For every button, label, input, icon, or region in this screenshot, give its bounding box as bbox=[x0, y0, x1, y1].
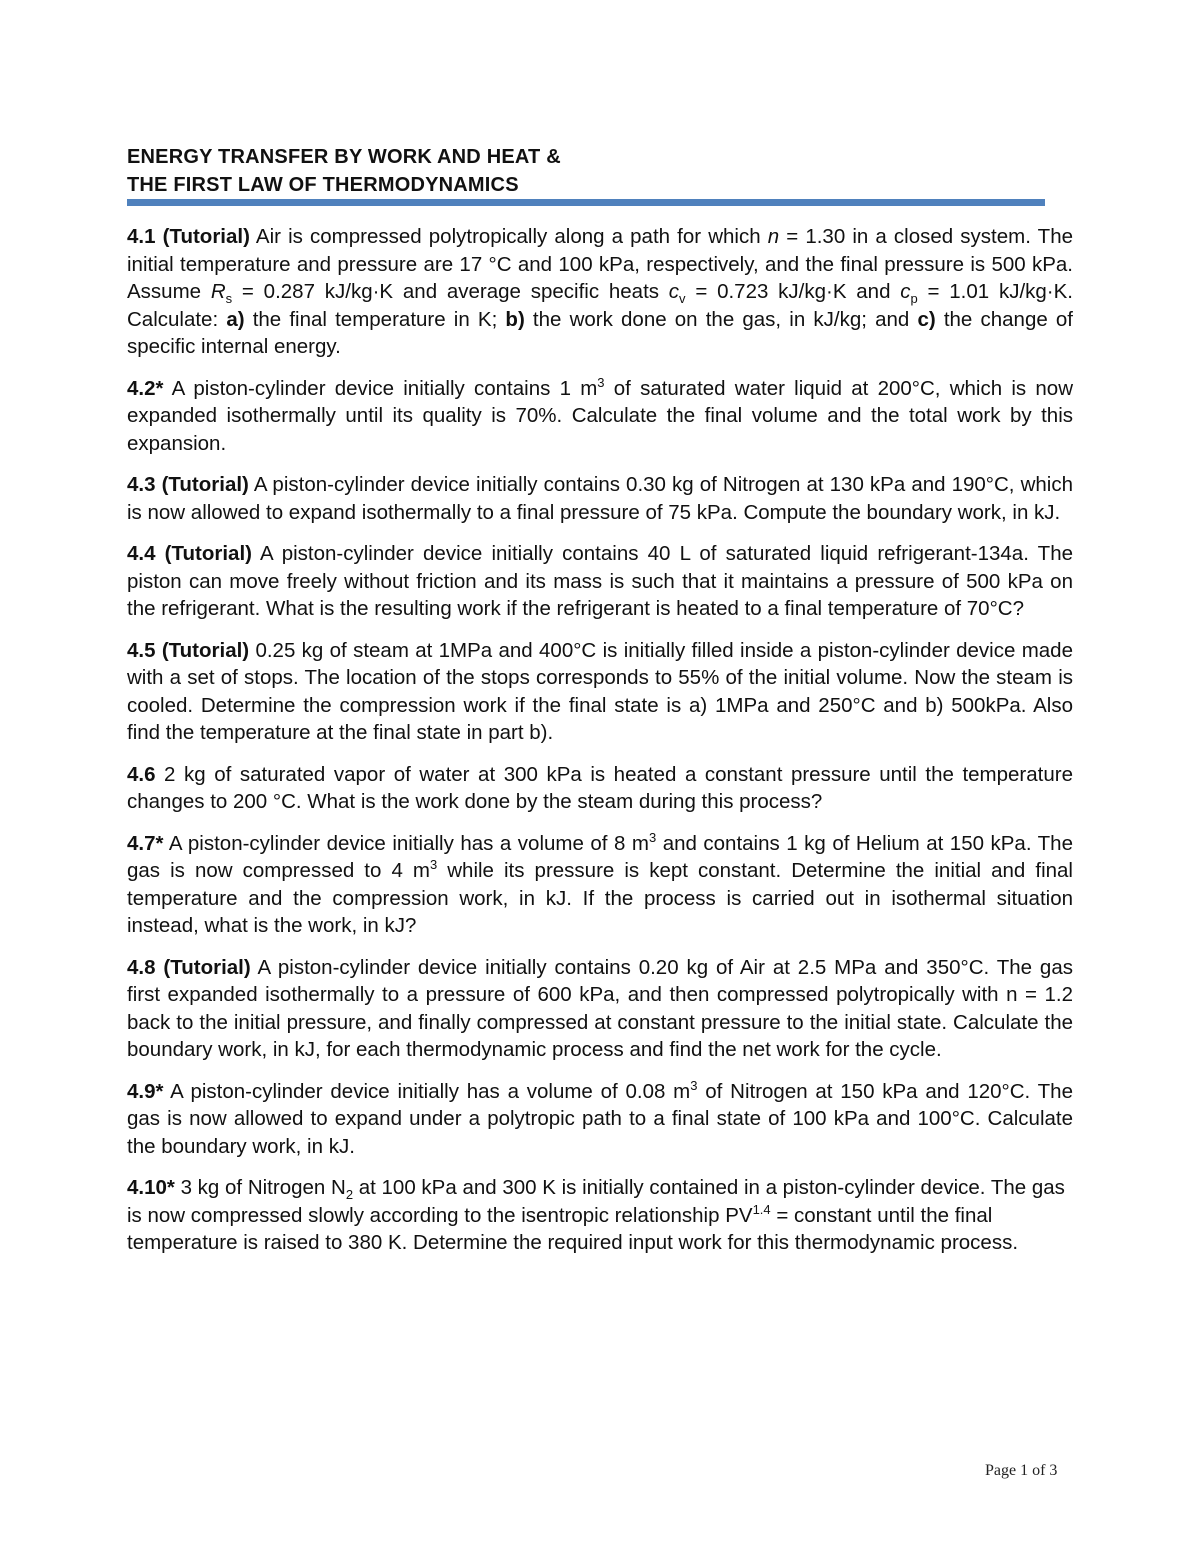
document-title bbox=[127, 143, 1073, 199]
problem-text: = 1.30 in a closed system. The initial temperature and pressure are 17 °C and 100 kPa, respectively, and the final pressure is 500 kPa. Assume bbox=[127, 225, 1073, 303]
problem-text: 2 kg of saturated vapor of water at 300 kPa is heated a constant pressure until the temperature changes to 200 °C. What is the work done by the steam during this process? bbox=[127, 762, 1073, 813]
problem-text: A piston-cylinder device initially contains 0.30 kg of Nitrogen at 130 kPa and 190°C, which is now allowed to expand isothermally to a final pressure of 75 kPa. Compute the boundary work, in kJ. bbox=[127, 473, 1073, 524]
problem-4-7 bbox=[127, 830, 1073, 940]
problem-4-2 bbox=[127, 375, 1073, 458]
superscript-3: 3 bbox=[597, 374, 605, 390]
problem-text: A piston-cylinder device initially contains 40 L of saturated liquid refrigerant-134a. The piston can move freely without friction and its mass is such that it maintains a pressure of 500 kPa on the refrigerant. What is the resulting work if the refrigerant is heated to a final temperature of 70°C? bbox=[127, 542, 1074, 620]
problem-number: 4.6 bbox=[127, 762, 156, 786]
part-b: b) bbox=[505, 307, 525, 331]
problem-text: = 1.01 kJ/kg·K. Calculate: bbox=[127, 280, 1073, 331]
symbol-cp: c bbox=[900, 280, 911, 303]
problem-number: 4.7* bbox=[127, 831, 164, 855]
symbol-R: R bbox=[210, 280, 226, 303]
problem-text: while its pressure is kept constant. Determine the initial and final temperature and the compression work, in kJ. If the process is carried out in isothermal situation instead, what is the work, in kJ? bbox=[127, 859, 1073, 937]
problem-text: = 0.723 kJ/kg·K and bbox=[685, 280, 901, 303]
problem-text: A piston-cylinder device initially has a volume of 8 m bbox=[163, 831, 649, 855]
subscript-s: s bbox=[225, 291, 233, 307]
subscript-p: p bbox=[910, 291, 918, 307]
title-line-1: ENERGY TRANSFER BY WORK AND HEAT & bbox=[127, 146, 561, 168]
problem-4-4 bbox=[127, 540, 1073, 623]
problem-number: 4.10* bbox=[127, 1176, 175, 1199]
superscript-3: 3 bbox=[690, 1077, 698, 1093]
subscript-2: 2 bbox=[345, 1187, 354, 1203]
problem-text: A piston-cylinder device initially contains 1 m bbox=[163, 376, 598, 400]
problem-4-8 bbox=[127, 954, 1073, 1064]
tutorial-tag: (Tutorial) bbox=[162, 225, 250, 248]
problem-4-1 bbox=[127, 223, 1073, 361]
problem-text: Air is compressed polytropically along a path for which bbox=[249, 225, 768, 248]
problem-number: 4.9* bbox=[127, 1079, 164, 1103]
superscript-exponent: 1.4 bbox=[752, 1201, 771, 1217]
symbol-n: n bbox=[767, 225, 780, 248]
part-c: c) bbox=[917, 307, 936, 331]
tutorial-tag: (Tutorial) bbox=[164, 542, 252, 565]
problem-list bbox=[127, 223, 1073, 1271]
problem-text: of Nitrogen at 150 kPa and 120°C. The gas is now allowed to expand under a polytropic path to a final state of 100 kPa and 100°C. Calculate the boundary work, in kJ. bbox=[127, 1079, 1073, 1158]
problem-4-5 bbox=[127, 637, 1073, 747]
problem-text: 3 kg of Nitrogen N bbox=[174, 1176, 346, 1199]
title-divider bbox=[127, 199, 1045, 206]
problem-text: the change of specific internal energy. bbox=[127, 307, 1073, 358]
subscript-v: v bbox=[679, 291, 686, 307]
problem-number: 4.3 bbox=[127, 473, 156, 496]
problem-text: A piston-cylinder device initially contains 0.20 kg of Air at 2.5 MPa and 350°C. The gas first expanded isothermally to a pressure of 600 kPa, and then compressed polytropically with n = 1.2 back to the initial pressure, and finally compressed at constant pressure to the initial state. Calculate the boundary work, in kJ, for each thermodynamic process and find the net work for the cycle. bbox=[127, 955, 1073, 1061]
tutorial-tag: (Tutorial) bbox=[161, 638, 250, 662]
problem-text: 0.25 kg of steam at 1MPa and 400°C is initially filled inside a piston-cylinder device made with a set of stops. The location of the stops corresponds to 55% of the initial volume. Now the steam is cooled. Determine the compression work if the final state is a) 1MPa and 250°C and b) 500kPa. Also find the temperature at the final state in part b). bbox=[127, 638, 1073, 744]
tutorial-tag: (Tutorial) bbox=[163, 955, 251, 979]
problem-number: 4.4 bbox=[127, 542, 156, 565]
problem-text: of saturated water liquid at 200°C, which is now expanded isothermally until its quality is 70%. Calculate the final volume and the total work by this expansion. bbox=[127, 376, 1073, 455]
superscript-3: 3 bbox=[429, 857, 438, 873]
title-line-2: THE FIRST LAW OF THERMODYNAMICS bbox=[127, 174, 519, 196]
superscript-3: 3 bbox=[648, 829, 657, 845]
problem-text: at 100 kPa and 300 K is initially contained in a piston-cylinder device. The gas is now compressed slowly according to the isentropic relationship PV bbox=[127, 1176, 1065, 1227]
symbol-cv: c bbox=[668, 280, 680, 303]
problem-text: the work done on the gas, in kJ/kg; and bbox=[524, 307, 918, 331]
problem-4-10 bbox=[127, 1174, 1073, 1257]
problem-number: 4.8 bbox=[127, 955, 156, 979]
problem-text: = constant until the final temperature is raised to 380 K. Determine the required input work for this thermodynamic process. bbox=[127, 1203, 1019, 1254]
problem-text: = 0.287 kJ/kg·K and average specific heats bbox=[232, 280, 669, 303]
problem-4-9 bbox=[127, 1078, 1073, 1161]
problem-number: 4.5 bbox=[127, 638, 156, 662]
problem-4-6 bbox=[127, 761, 1073, 816]
problem-text: the final temperature in K; bbox=[244, 307, 506, 331]
problem-text: A piston-cylinder device initially has a volume of 0.08 m bbox=[163, 1079, 691, 1103]
tutorial-tag: (Tutorial) bbox=[161, 473, 249, 496]
problem-4-3 bbox=[127, 471, 1073, 526]
part-a: a) bbox=[226, 307, 245, 331]
problem-number: 4.1 bbox=[127, 225, 156, 248]
problem-number: 4.2* bbox=[127, 376, 164, 400]
problem-text: and contains 1 kg of Helium at 150 kPa. The gas is now compressed to 4 m bbox=[127, 831, 1073, 882]
page-number: Page 1 of 3 bbox=[985, 1462, 1058, 1479]
